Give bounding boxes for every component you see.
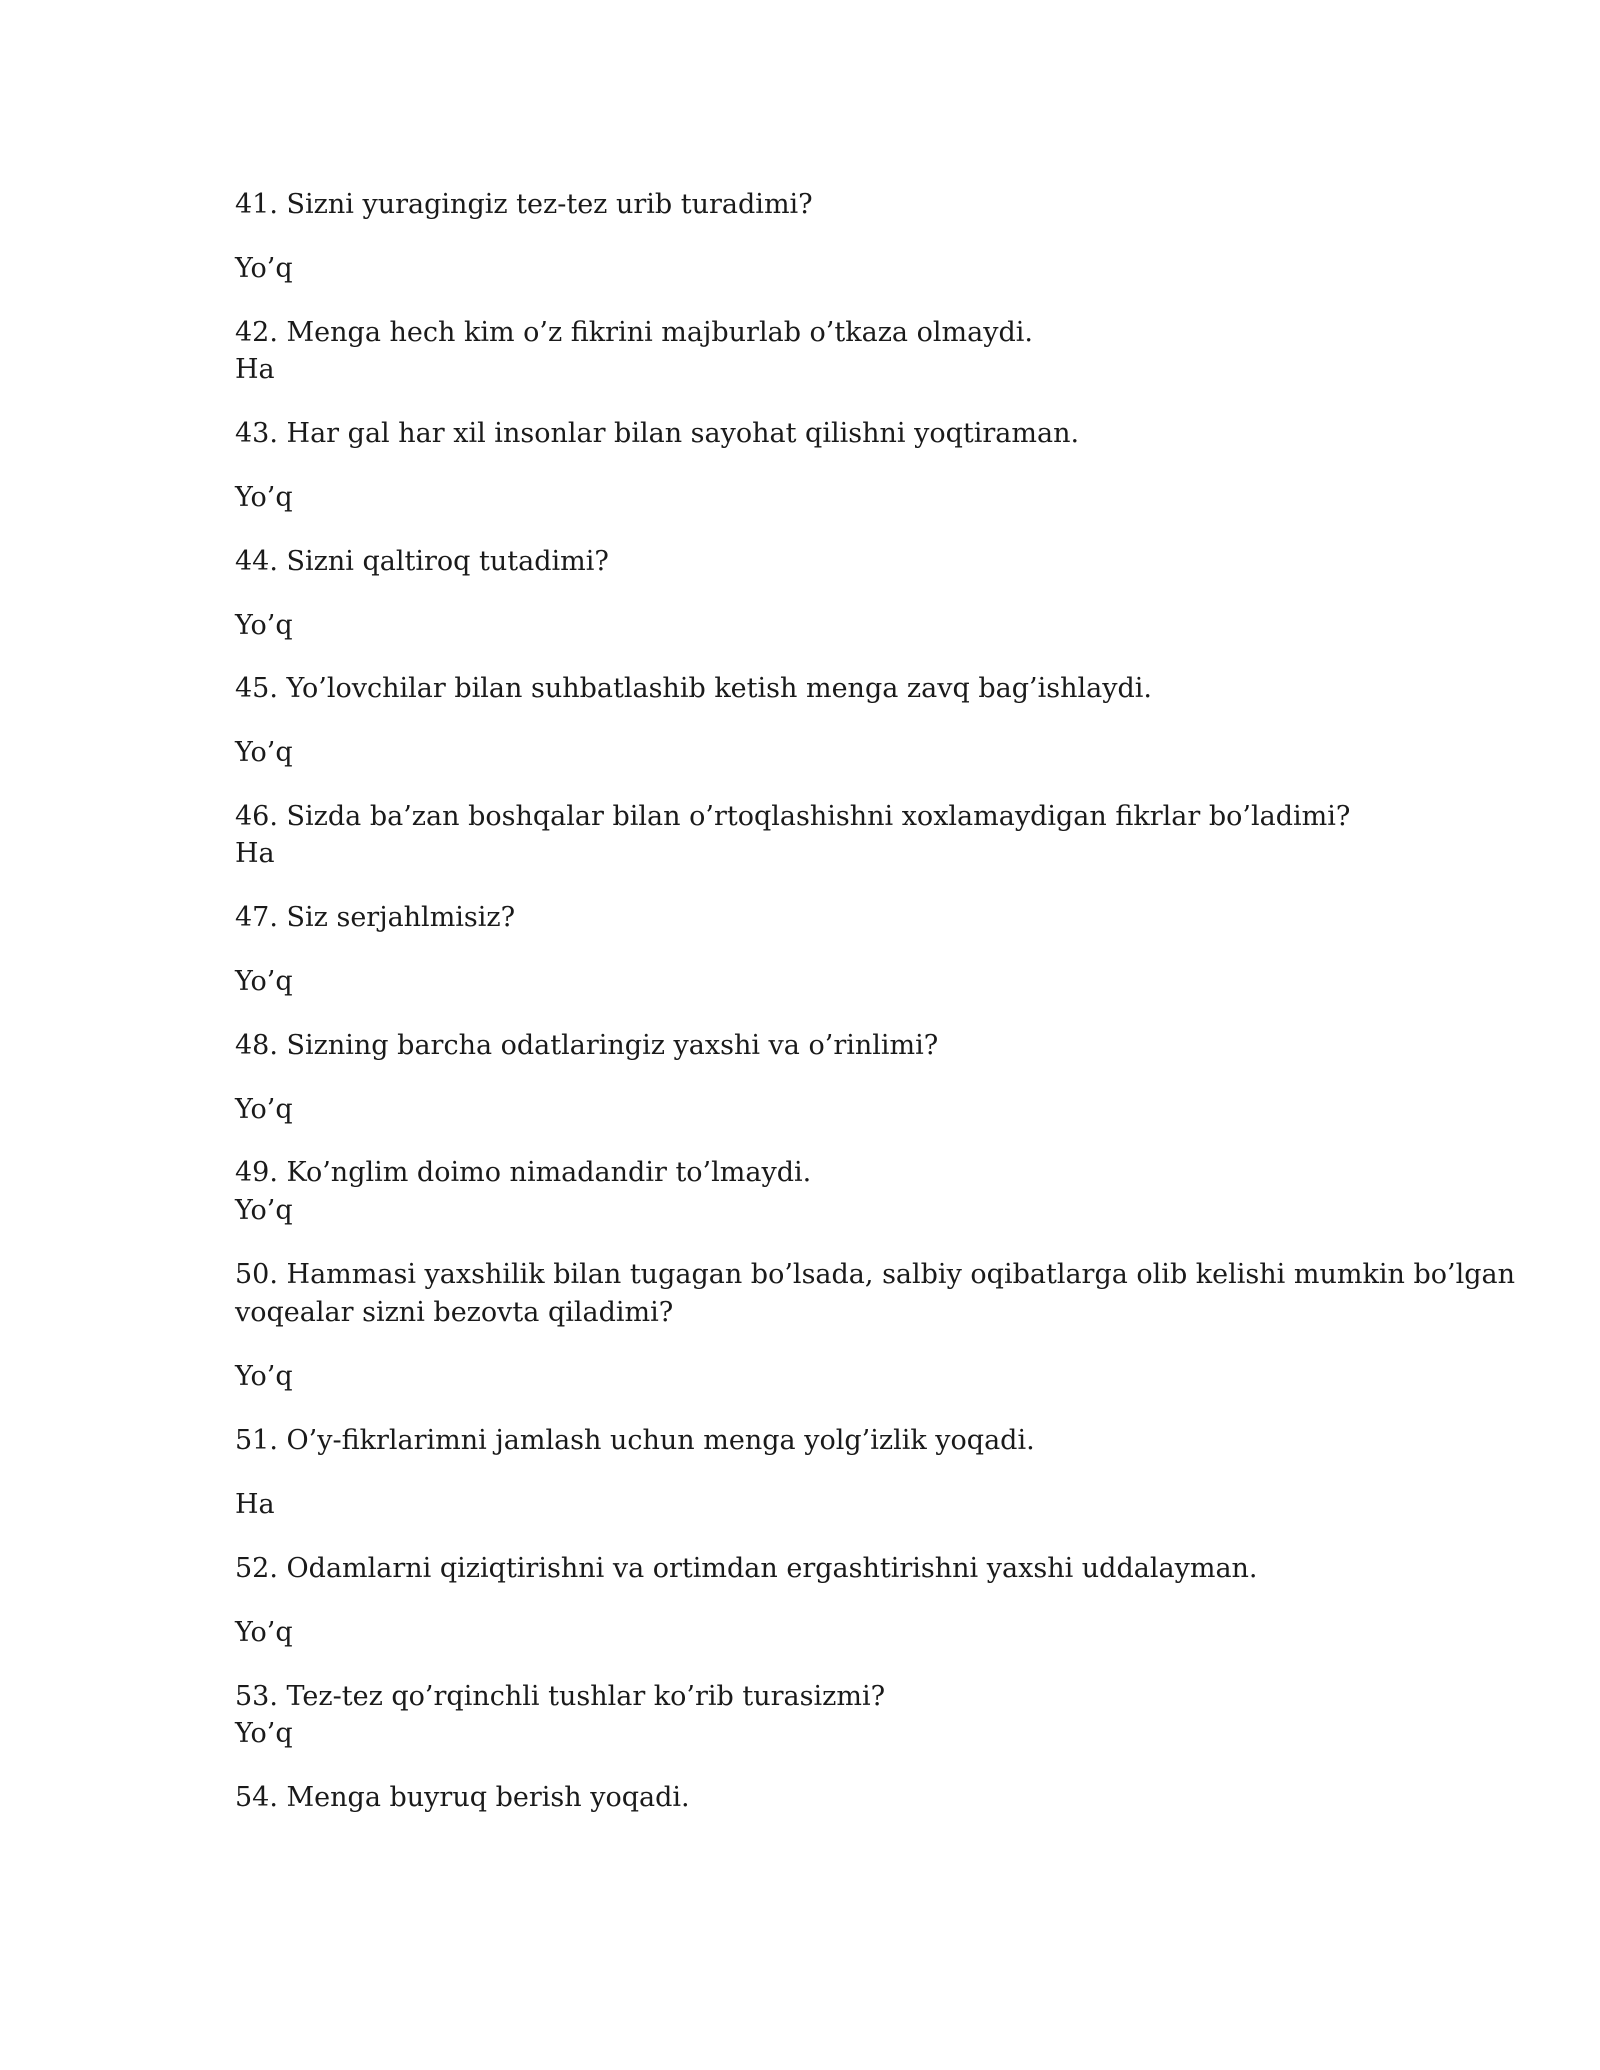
question-52: 52. Odamlarni qiziqtirishni va ortimdan ergashtirishni yaxshi uddalayman. (235, 1553, 1258, 1584)
answer-45: Yo’q (235, 737, 293, 768)
question-50-line-2: voqealar sizni bezovta qiladimi? (235, 1297, 674, 1328)
question-50-line-1: 50. Hammasi yaxshilik bilan tugagan bo’lsada, salbiy oqibatlarga olib kelishi mumkin bo’lgan (235, 1259, 1515, 1290)
question-53: 53. Tez-tez qo’rqinchli tushlar ko’rib turasizmi? (235, 1681, 886, 1712)
answer-52: Yo’q (235, 1617, 293, 1648)
answer-41: Yo’q (235, 253, 293, 284)
question-46: 46. Sizda ba’zan boshqalar bilan o’rtoqlashishni xoxlamaydigan fikrlar bo’ladimi? (235, 801, 1351, 832)
answer-46: Ha (235, 838, 275, 869)
answer-43: Yo’q (235, 482, 293, 513)
question-43: 43. Har gal har xil insonlar bilan sayohat qilishni yoqtiraman. (235, 418, 1080, 449)
answer-53: Yo’q (235, 1718, 293, 1749)
question-49: 49. Ko’nglim doimo nimadandir to’lmaydi. (235, 1157, 812, 1188)
answer-50: Yo’q (235, 1361, 293, 1392)
question-44: 44. Sizni qaltiroq tutadimi? (235, 546, 609, 577)
question-41: 41. Sizni yuragingiz tez-tez urib turadimi? (235, 189, 813, 220)
question-51: 51. O’y-fikrlarimni jamlash uchun menga yolg’izlik yoqadi. (235, 1425, 1035, 1456)
question-48: 48. Sizning barcha odatlaringiz yaxshi va o’rinlimi? (235, 1030, 939, 1061)
answer-48: Yo’q (235, 1094, 293, 1125)
answer-42: Ha (235, 354, 275, 385)
answer-47: Yo’q (235, 966, 293, 997)
question-54: 54. Menga buyruq berish yoqadi. (235, 1782, 690, 1813)
question-45: 45. Yo’lovchilar bilan suhbatlashib ketish menga zavq bag’ishlaydi. (235, 673, 1152, 704)
answer-44: Yo’q (235, 610, 293, 641)
answer-51: Ha (235, 1489, 275, 1520)
question-47: 47. Siz serjahlmisiz? (235, 902, 516, 933)
answer-49: Yo’q (235, 1195, 293, 1226)
question-42: 42. Menga hech kim o’z fikrini majburlab o’tkaza olmaydi. (235, 317, 1033, 348)
